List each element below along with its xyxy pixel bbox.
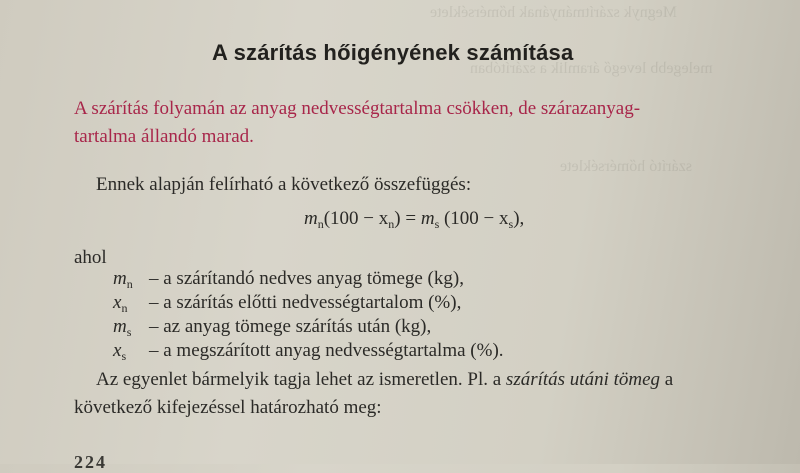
symbol-sub: n: [126, 277, 133, 291]
conclusion-line-2: következő kifejezéssel határozható meg:: [74, 397, 382, 418]
variable-list: [113, 268, 504, 364]
symbol-letter: x: [113, 340, 122, 361]
symbol-sub: s: [121, 349, 127, 363]
variable-symbol: [113, 292, 149, 316]
eq-lhs-var: m: [304, 208, 318, 229]
conclusion-italic: szárítás utáni tömeg: [505, 369, 661, 390]
eq-rhs-var: m: [420, 208, 435, 229]
eq-rhs-close: ),: [513, 208, 525, 229]
variable-symbol: [113, 268, 149, 292]
eq-lhs-sub: n: [317, 217, 324, 231]
eq-lhs-close: ) =: [394, 208, 421, 229]
conclusion-part2: a: [660, 369, 674, 390]
intro-text: Ennek alapján felírható a következő összefüggés:: [96, 174, 472, 195]
variable-symbol: [113, 340, 149, 364]
symbol-letter: x: [113, 292, 122, 313]
variable-row: [113, 340, 504, 364]
ahol-label: ahol: [74, 247, 107, 268]
variable-desc: – a megszárított anyag nedvességtartalma (%).: [149, 340, 504, 361]
variable-desc: – az anyag tömege szárítás után (kg),: [149, 316, 432, 337]
symbol-sub: s: [126, 325, 132, 339]
bleed-through-text: szárító hőmérséklete: [560, 158, 692, 175]
variable-symbol: [113, 316, 149, 340]
variable-desc: – a szárítás előtti nedvességtartalom (%),: [149, 292, 462, 313]
bleed-through-text: melegebb levegő áramlik a szárítóban: [470, 60, 713, 77]
eq-rhs-xsub: s: [508, 217, 514, 231]
eq-rhs-sub: s: [434, 217, 440, 231]
variable-row: [113, 316, 504, 340]
symbol-letter: m: [113, 268, 127, 289]
eq-lhs-mid: (100 − x: [323, 208, 389, 229]
eq-rhs-mid: (100 − x: [439, 208, 509, 229]
conclusion-line-1: [96, 369, 673, 391]
highlight-line-1: A szárítás folyamán az anyag nedvességtartalma csökken, de szárazanyag-: [74, 98, 641, 119]
variable-row: [113, 268, 504, 292]
page-number: 224: [74, 452, 107, 472]
highlight-line-2: tartalma állandó marad.: [74, 126, 254, 147]
symbol-letter: m: [113, 316, 127, 337]
variable-desc: – a szárítandó nedves anyag tömege (kg),: [149, 268, 464, 289]
conclusion-part1: Az egyenlet bármelyik tagja lehet az ismeretlen. Pl. a: [96, 369, 506, 390]
mass-balance-equation: [304, 208, 524, 232]
bleed-through-text: Megnyk szárítmányának hőmérséklete: [430, 4, 678, 21]
symbol-sub: n: [121, 301, 128, 315]
variable-row: [113, 292, 504, 316]
section-heading: A szárítás hőigényének számítása: [212, 40, 574, 65]
eq-lhs-xsub: n: [388, 217, 395, 231]
